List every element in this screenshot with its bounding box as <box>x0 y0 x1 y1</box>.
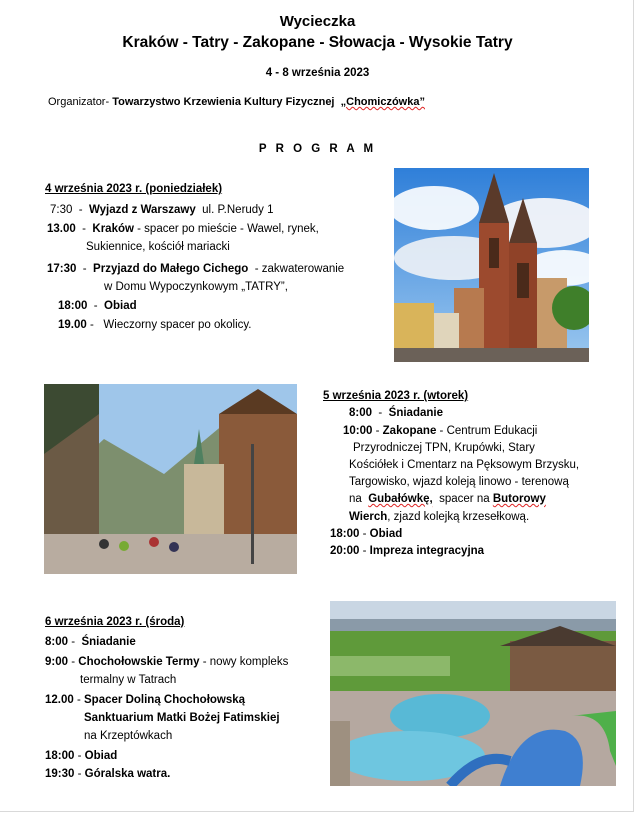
day2-item-4: Targowisko, wjazd koleją linowo - terenową <box>349 476 569 488</box>
trip-dates: 4 - 8 września 2023 <box>265 67 370 79</box>
organizer-label: Organizator- <box>48 96 110 108</box>
day2-item-3: Kościółek i Cmentarz na Pęksowym Brzysku, <box>349 459 580 471</box>
krakow-church-photo <box>394 168 589 362</box>
day2-item-8: 20:00 - Impreza integracyjna <box>330 545 485 557</box>
trip-title: Wycieczka <box>279 13 356 30</box>
day1-item-2: Sukiennice, kościół mariacki <box>86 241 230 253</box>
day1-item-4: w Domu Wypoczynkowym „TATRY”, <box>104 281 288 293</box>
trip-route: Kraków - Tatry - Zakopane - Słowacja - Wysokie Tatry <box>122 34 513 51</box>
day3-item-3: 12.00 - Spacer Doliną Chochołowską <box>45 694 246 706</box>
day2-item-0: 8:00 - Śniadanie <box>349 407 443 419</box>
day3-item-5: na Krzeptówkach <box>84 730 173 742</box>
day2-item-6: Wierch, zjazd kolejką krzesełkową. <box>349 511 530 523</box>
day3-item-7: 19:30 - Góralska watra. <box>45 768 171 780</box>
day1-item-0: 7:30 - Wyjazd z Warszawy ul. P.Nerudy 1 <box>50 204 274 216</box>
day1-heading: 4 września 2023 r. (poniedziałek) <box>45 183 223 195</box>
day3-item-0: 8:00 - Śniadanie <box>45 636 136 648</box>
organizer-nick: „Chomiczówka” <box>340 96 425 108</box>
day3-item-2: termalny w Tatrach <box>80 674 177 686</box>
day3-item-1: 9:00 - Chochołowskie Termy - nowy kompleks <box>45 656 289 668</box>
organizer-name: Towarzystwo Krzewienia Kultury Fizycznej <box>112 96 335 108</box>
day3-item-6: 18:00 - Obiad <box>45 750 118 762</box>
day1-item-6: 19.00 - Wieczorny spacer po okolicy. <box>58 319 252 331</box>
day3-item-4: Sanktuarium Matki Bożej Fatimskiej <box>84 712 280 724</box>
day2-item-5: na Gubałówkę, spacer na Butorowy <box>349 493 546 505</box>
day1-item-1: 13.00 - Kraków - spacer po mieście - Wawel, rynek, <box>47 223 319 235</box>
day1-item-5: 18:00 - Obiad <box>58 300 137 312</box>
day2-heading: 5 września 2023 r. (wtorek) <box>323 390 469 402</box>
day1-item-3: 17:30 - Przyjazd do Małego Cichego - zakwaterowanie <box>47 263 345 275</box>
termy-aquapark-photo <box>330 601 616 786</box>
day3-heading: 6 września 2023 r. (środa) <box>45 616 185 628</box>
day2-item-7: 18:00 - Obiad <box>330 528 403 540</box>
program-heading: P R O G R A M <box>258 143 377 155</box>
day2-item-1: 10:00 - Zakopane - Centrum Edukacji <box>343 425 538 437</box>
day2-item-2: Przyrodniczej TPN, Krupówki, Stary <box>353 442 535 454</box>
zakopane-street-photo <box>44 384 297 574</box>
organizer-line <box>48 96 425 108</box>
